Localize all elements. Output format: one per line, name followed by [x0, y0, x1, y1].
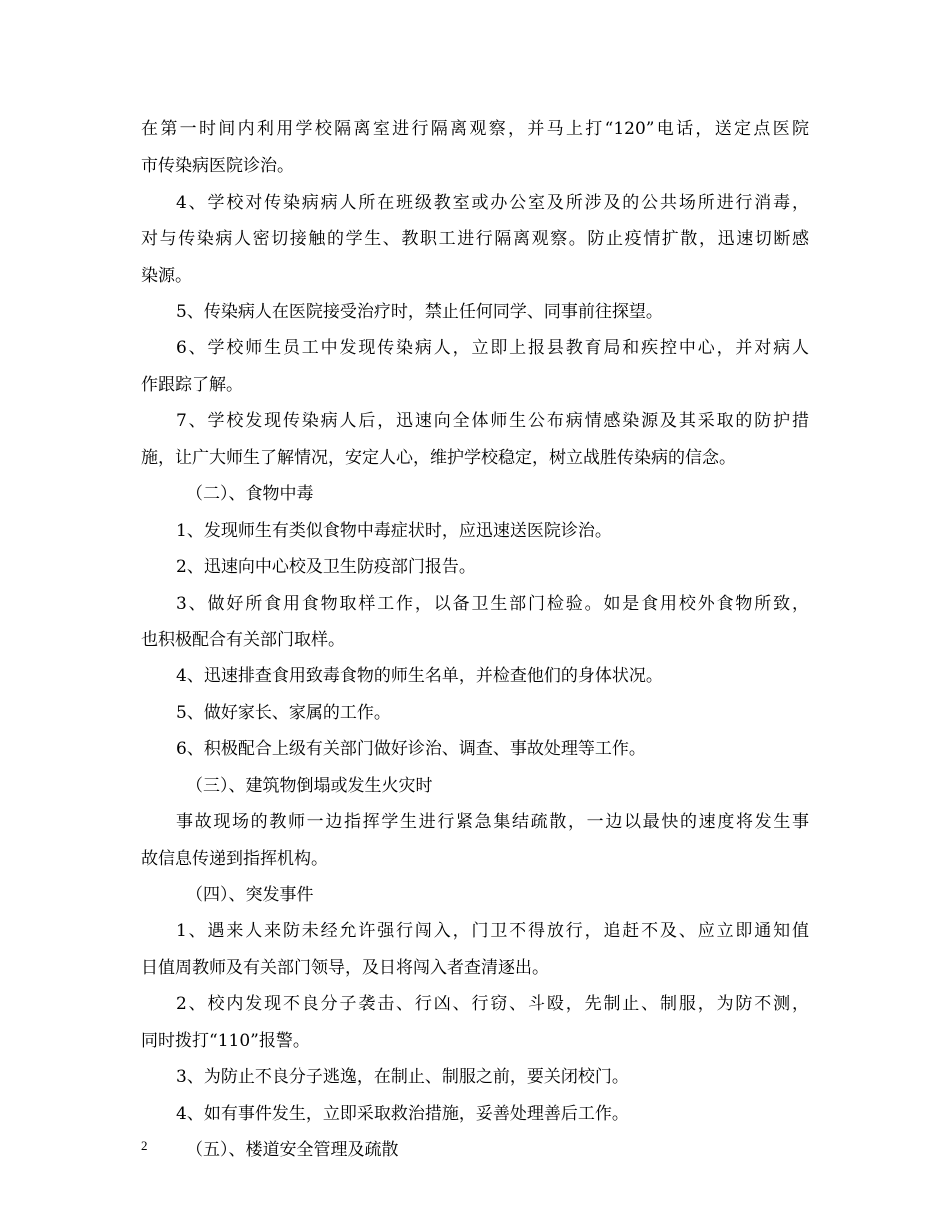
paragraph-line: 同时拨打“110”报警。 — [141, 1031, 310, 1051]
paragraph-line: 1、发现师生有类似食物中毒症状时，应迅速送医院诊治。 — [176, 521, 612, 541]
paragraph-line: 市传染病医院诊治。 — [141, 156, 294, 176]
page-number: 2 — [141, 1138, 148, 1153]
paragraph-line: 2、迅速向中心校及卫生防疫部门报告。 — [176, 557, 476, 577]
paragraph-line: 日值周教师及有关部门领导，及日将闯入者查清逐出。 — [141, 958, 549, 978]
paragraph-line: 4、迅速排查食用致毒食物的师生名单，并检查他们的身体状况。 — [176, 666, 663, 686]
section-heading: （五）、楼道安全管理及疏散 — [186, 1140, 399, 1160]
paragraph-line: 5、传染病人在医院接受治疗时，禁止任何同学、同事前往探望。 — [176, 302, 663, 322]
paragraph-line: 1、遇来人来防未经允许强行闯入，门卫不得放行，追赶不及、应立即通知值 — [176, 921, 809, 941]
paragraph-line: 染源。 — [141, 266, 192, 286]
paragraph-line: 2、校内发现不良分子袭击、行凶、行窃、斗殴，先制止、制服，为防不测， — [176, 994, 809, 1014]
paragraph-line: 在第一时间内利用学校隔离室进行隔离观察，并马上打“120”电话，送定点医院 — [141, 119, 809, 139]
paragraph-line: 5、做好家长、家属的工作。 — [176, 703, 391, 723]
section-heading: （三）、建筑物倒塌或发生火灾时 — [186, 776, 433, 796]
paragraph-line: 故信息传递到指挥机构。 — [141, 849, 328, 869]
paragraph-line: 施，让广大师生了解情况，安定人心，维护学校稳定，树立战胜传染病的信念。 — [141, 448, 736, 468]
paragraph-line: 6、学校师生员工中发现传染病人，立即上报县教育局和疾控中心，并对病人 — [176, 338, 809, 358]
paragraph-line: 对与传染病人密切接触的学生、教职工进行隔离观察。防止疫情扩散，迅速切断感 — [141, 229, 809, 249]
paragraph-line: 3、做好所食用食物取样工作，以备卫生部门检验。如是食用校外食物所致， — [176, 594, 809, 614]
paragraph-line: 7、学校发现传染病人后，迅速向全体师生公布病情感染源及其采取的防护措 — [176, 411, 809, 431]
paragraph-line: 4、学校对传染病病人所在班级教室或办公室及所涉及的公共场所进行消毒， — [176, 193, 809, 213]
paragraph-line: 4、如有事件发生，立即采取救治措施，妥善处理善后工作。 — [176, 1104, 629, 1124]
paragraph-line: 作跟踪了解。 — [141, 375, 243, 395]
section-heading: （四）、突发事件 — [186, 885, 314, 905]
paragraph-line: 6、积极配合上级有关部门做好诊治、调查、事故处理等工作。 — [176, 739, 646, 759]
paragraph-line: 3、为防止不良分子逃逸，在制止、制服之前，要关闭校门。 — [176, 1067, 629, 1087]
paragraph-line: 事故现场的教师一边指挥学生进行紧急集结疏散，一边以最快的速度将发生事 — [176, 812, 809, 832]
section-heading: （二）、食物中毒 — [186, 484, 314, 504]
paragraph-line: 也积极配合有关部门取样。 — [141, 630, 345, 650]
